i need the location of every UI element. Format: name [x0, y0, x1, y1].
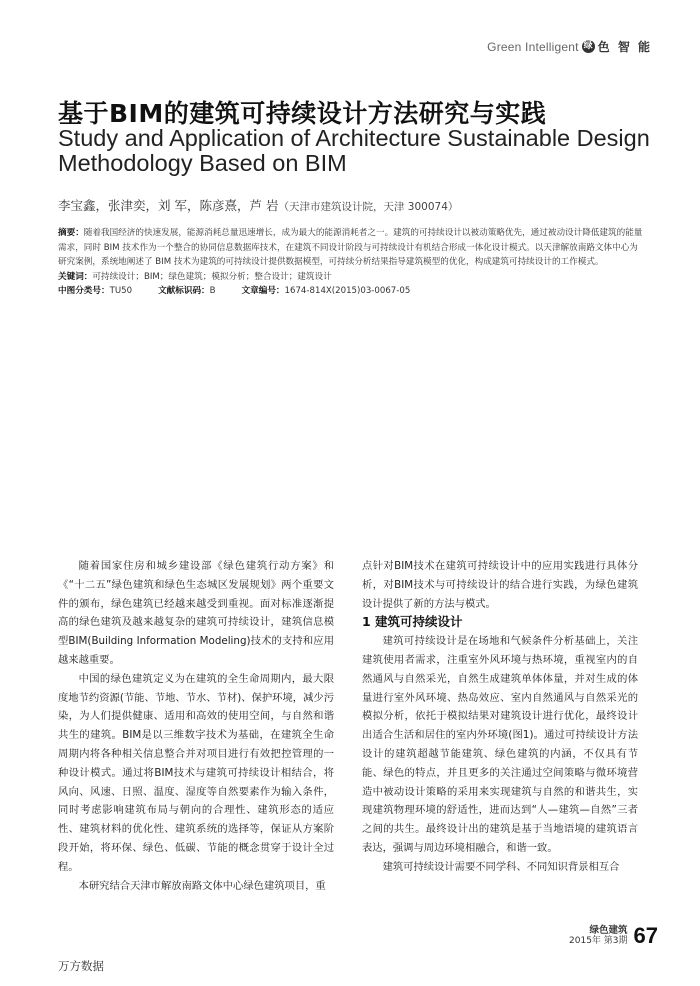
doc-code-label: 文献标识码：: [158, 286, 210, 296]
classification-line: [58, 284, 644, 299]
abstract: [58, 226, 644, 270]
article-number-label: 文章编号：: [241, 286, 285, 296]
clc-value: TU50: [109, 286, 133, 296]
body-paragraph: 点针对BIM技术在建筑可持续设计中的应用实践进行具体分析，对BIM技术与可持续设计的结合进行实践，为绿色建筑设计提供了新的方法与模式。: [362, 560, 638, 610]
keywords-label: 关键词：: [58, 271, 93, 282]
journal-issue: 2015年 第3期: [569, 936, 628, 946]
brand-chinese: 色 智 能: [597, 40, 652, 54]
body-paragraph: 本研究结合天津市解放南路文体中心绿色建筑项目，重: [78, 879, 326, 892]
keywords: [58, 270, 644, 285]
body-paragraph: 中国的绿色建筑定义为在建筑的全生命周期内，最大限度地节约资源(节能、节地、节水、节材)、保护环境，减少污染，为人们提供健康、适用和高效的使用空间，与自然和谐共生的建筑。BIM是以三维数字技术为基础，在建筑全生命周期内将各种相关信息整合并对项目进行有效把控管理的一种设计模式。通过将BIM技术与建筑可持续设计相结合，将风向、风速、日照、温度、湿度等自然要素作为输入条件，同时考虑影响建筑布局与朝向的合理性、建筑形态的适应性、建筑材料的优化性、建筑系统的选择等，保证从方案阶段开始，将环保、绿色、低碳、节能的概念贯穿于设计全过程。: [58, 672, 334, 873]
author-line: [58, 196, 458, 214]
section-heading: 1 建筑可持续设计: [362, 614, 463, 630]
watermark: 万方数据: [58, 959, 104, 973]
abstract-text: 随着我国经济的快速发展，能源消耗总量迅速增长，成为最大的能源消耗者之一。建筑的可持续设计以被动策略优先，通过被动设计降低建筑的能量需求，同时 BIM 技术作为一个整合的协同信息数据库技术，在建筑不同设计阶段与可持续设计有机结合形成一体化设计模式。以天津解放南路文体中心为研究案例，系统地阐述了 BIM 技术为建筑的可持续设计提供数据模型，可持续分析结果指导建筑模型的优化，构成建筑可持续设计的工作模式。: [58, 228, 643, 267]
body-paragraph: 随着国家住房和城乡建设部《绿色建筑行动方案》和《“十二五”绿色建筑和绿色生态城区发展规划》两个重要文件的颁布，绿色建筑已经越来越受到重视。面对标准逐渐提高的绿色建筑及越来越复杂的建筑可持续设计，建筑信息模型BIM(Building Information Modeling)技术的支持和应用越来越重要。: [58, 560, 334, 666]
journal-name: 绿色建筑: [589, 925, 628, 936]
footer-journal: [569, 925, 658, 947]
body-paragraph: 建筑可持续设计是在场地和气候条件分析基础上，关注建筑使用者需求，注重室外风环境与热环境，重视室内的自然通风与自然采光，自然生成建筑单体体量，并对生成的体量进行室外风环境、热岛效应、室内自然通风与自然采光的模拟分析，依托于模拟结果对建筑设计进行优化，最终设计出适合生活和居住的室内外环境(图1)。通过可持续设计方法设计的建筑超越节能建筑、绿色建筑的内涵，不仅具有节能、绿色的特点，并且更多的关注通过空间策略与微环境营造中被动设计策略的采用来实现建筑与自然的和谐共生，实现建筑物理环境的舒适性，进而达到“人—建筑—自然”三者之间的共生。最终设计出的建筑是基于当地语境的建筑语言表达，强调与周边环境相融合，和谐一致。: [362, 635, 638, 854]
brand-logo-icon: 绿: [583, 41, 593, 51]
doc-code-value: B: [209, 286, 216, 296]
body-column-left: [58, 557, 334, 895]
title-english: Study and Application of Architecture Sustainable Design Methodology Based on BIM: [58, 125, 650, 176]
header-brand: [487, 38, 652, 55]
clc-label: 中图分类号：: [58, 286, 110, 296]
keywords-text: 可持续设计；BIM；绿色建筑；模拟分析；整合设计；建筑设计: [92, 271, 332, 282]
author-names: 李宝鑫，张津奕，刘 军，陈彦熹，芦 岩: [58, 198, 279, 213]
author-affiliation: （天津市建筑设计院，天津 300074）: [278, 201, 459, 213]
article-number-value: 1674-814X(2015)03-0067-05: [284, 286, 411, 296]
page-number: 67: [633, 923, 658, 948]
abstract-block: [58, 226, 644, 299]
title-chinese: 基于BIM的建筑可持续设计方法研究与实践: [58, 99, 547, 128]
journal-info: [569, 925, 628, 947]
body-column-right: [362, 557, 638, 877]
body-paragraph: 建筑可持续设计需要不同学科、不同知识背景相互合: [382, 860, 620, 873]
brand-english: Green Intelligent: [487, 39, 579, 54]
abstract-label: 摘要：: [58, 228, 84, 238]
